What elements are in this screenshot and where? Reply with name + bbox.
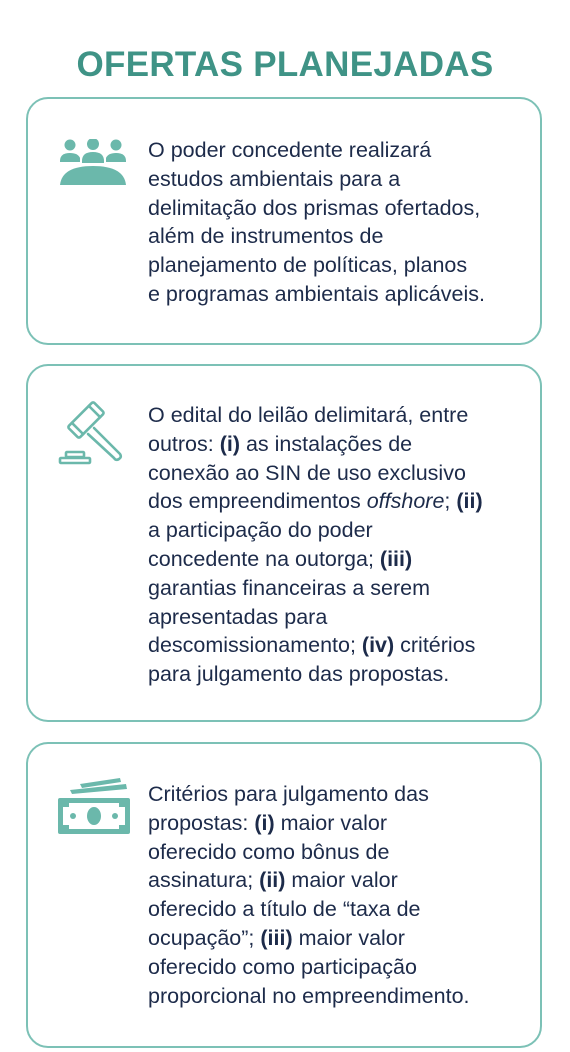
- text-segment: ;: [444, 489, 457, 514]
- text-segment: dos empreendimentos: [148, 489, 367, 514]
- text-segment: oferecido como bônus de: [148, 839, 390, 864]
- text-segment: conexão ao SIN de uso exclusivo: [148, 460, 466, 485]
- text-line: [148, 545, 528, 574]
- text-line: [148, 430, 528, 459]
- text-line: [148, 574, 528, 603]
- info-card-auction-notice: [26, 364, 542, 722]
- italic-text: offshore: [366, 489, 445, 514]
- money-bills-icon: [56, 778, 132, 843]
- page-title: OFERTAS PLANEJADAS: [76, 45, 494, 84]
- card-text: [148, 136, 528, 309]
- text-line: [148, 838, 528, 867]
- card-text: [148, 401, 528, 689]
- text-segment: maior valor: [274, 810, 387, 835]
- text-segment: descomissionamento;: [148, 633, 362, 658]
- text-segment: outros:: [148, 431, 220, 456]
- text-line: [148, 222, 528, 251]
- text-line: [148, 924, 528, 953]
- bold-text: (i): [254, 810, 275, 835]
- bold-text: (iii): [379, 546, 413, 571]
- text-segment: proporcional no empreendimento.: [148, 983, 470, 1008]
- text-line: [148, 780, 528, 809]
- text-line: [148, 660, 528, 689]
- text-segment: Critérios para julgamento das: [148, 782, 429, 806]
- text-line: [148, 516, 528, 545]
- text-line: [148, 895, 528, 924]
- text-segment: para julgamento das propostas.: [148, 662, 450, 687]
- text-segment: maior valor: [285, 868, 398, 893]
- text-segment: critérios: [394, 633, 476, 658]
- text-segment: a participação do poder: [148, 518, 373, 543]
- text-segment: O edital do leilão delimitará, entre: [148, 403, 469, 427]
- text-segment: planejamento de políticas, planos: [148, 253, 468, 278]
- text-line: [148, 603, 528, 632]
- text-line: [148, 401, 528, 430]
- text-segment: garantias financeiras a serem: [148, 575, 431, 600]
- text-segment: maior valor: [292, 925, 405, 950]
- bold-text: (iii): [260, 925, 293, 950]
- text-segment: além de instrumentos de: [148, 224, 384, 249]
- text-segment: oferecido como participação: [148, 954, 417, 979]
- card-text: [148, 780, 528, 1010]
- text-line: [148, 982, 528, 1011]
- text-segment: as instalações de: [240, 431, 413, 456]
- text-segment: O poder concedente realizará: [148, 138, 432, 162]
- text-segment: estudos ambientais para a: [148, 166, 401, 191]
- info-card-environmental-studies: [26, 97, 542, 345]
- text-segment: propostas:: [148, 810, 255, 835]
- text-segment: apresentadas para: [148, 604, 328, 629]
- text-segment: oferecido a título de “taxa de: [148, 897, 421, 922]
- text-line: [148, 487, 528, 516]
- bold-text: (ii): [259, 868, 286, 893]
- text-line: [148, 194, 528, 223]
- text-segment: delimitação dos prismas ofertados,: [148, 195, 481, 220]
- text-segment: e programas ambientais aplicáveis.: [148, 281, 485, 306]
- people-group-icon: [58, 139, 128, 192]
- text-line: [148, 251, 528, 280]
- text-line: [148, 866, 528, 895]
- text-segment: ocupação”;: [148, 925, 261, 950]
- gavel-icon: [58, 400, 128, 475]
- text-line: [148, 165, 528, 194]
- text-line: [148, 809, 528, 838]
- text-line: [148, 136, 528, 165]
- bold-text: (ii): [456, 489, 483, 514]
- text-segment: assinatura;: [148, 868, 260, 893]
- info-card-judging-criteria: [26, 742, 542, 1048]
- text-line: [148, 631, 528, 660]
- bold-text: (i): [219, 431, 240, 456]
- text-line: [148, 459, 528, 488]
- bold-text: (iv): [361, 633, 395, 658]
- text-line: [148, 953, 528, 982]
- text-line: [148, 280, 528, 309]
- text-segment: concedente na outorga;: [148, 546, 380, 571]
